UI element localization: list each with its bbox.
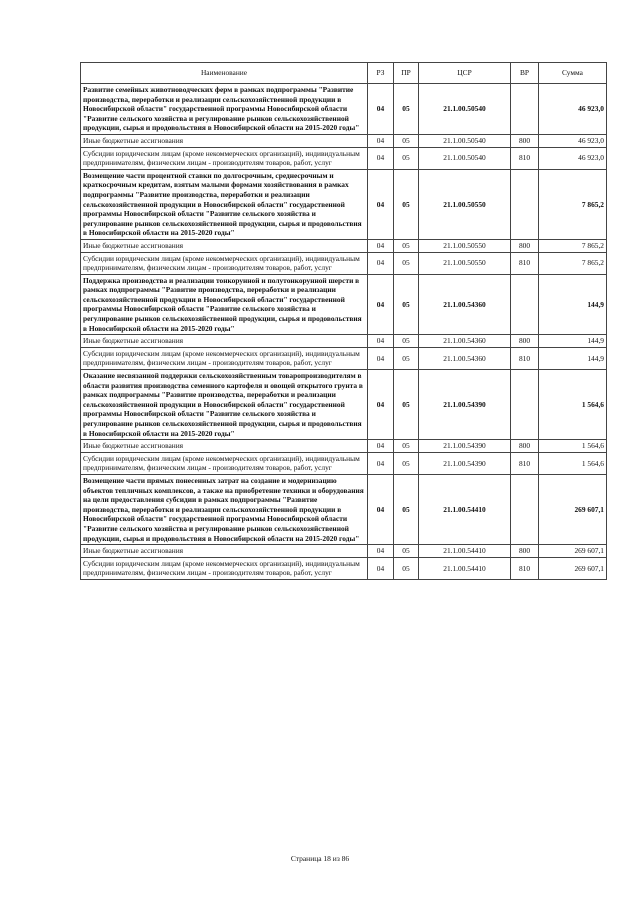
cell-sum: 46 923,0 [539,134,607,147]
cell-vr: 810 [511,452,539,474]
cell-rz: 04 [368,474,394,544]
cell-pr: 05 [394,440,419,453]
table-row-allocation [81,252,607,274]
table-row-allocation [81,440,607,453]
table-row-allocation [81,134,607,147]
cell-name: Развитие семейных животноводческих ферм в рамках подпрограммы "Развитие производства, переработки и реализации сельскохозяйственной продукции в Новосибирской области" государственной программы Новосибирской области "Развитие сельского хозяйства и регулирование рынков сельскохозяйственной продукции, сырья и продовольствия в Новосибирской области на 2015-2020 годы" [81,84,368,135]
cell-csr: 21.1.00.54410 [419,474,511,544]
cell-csr: 21.1.00.54360 [419,274,511,335]
table-row-program [81,169,607,239]
cell-rz: 04 [368,274,394,335]
cell-vr: 800 [511,134,539,147]
cell-pr: 05 [394,557,419,579]
budget-table-container [80,62,606,580]
cell-name: Поддержка производства и реализации тонкорунной и полутонкорунной шерсти в рамках подпрограммы "Развитие производства, переработки и реализации сельскохозяйственной продукции в Новосибирской области" государственной программы Новосибирской области "Развитие сельского хозяйства и регулирование рынков сельскохозяйственной продукции, сырья и продовольствия в Новосибирской области на 2015-2020 годы" [81,274,368,335]
cell-csr: 21.1.00.54390 [419,440,511,453]
cell-csr: 21.1.00.54360 [419,335,511,348]
table-row-allocation [81,335,607,348]
cell-sum: 144,9 [539,347,607,369]
cell-rz: 04 [368,452,394,474]
table-header-row [81,63,607,84]
cell-name: Субсидии юридическим лицам (кроме некоммерческих организаций), индивидуальным предпринимателям, физическим лицам - производителям товаров, работ, услуг [81,147,368,169]
cell-name: Субсидии юридическим лицам (кроме некоммерческих организаций), индивидуальным предпринимателям, физическим лицам - производителям товаров, работ, услуг [81,557,368,579]
table-row-allocation [81,557,607,579]
cell-sum: 46 923,0 [539,147,607,169]
table-row-program [81,370,607,440]
cell-sum: 269 607,1 [539,474,607,544]
cell-rz: 04 [368,370,394,440]
cell-rz: 04 [368,557,394,579]
cell-name: Иные бюджетные ассигнования [81,335,368,348]
table-row-allocation [81,347,607,369]
cell-csr: 21.1.00.50550 [419,252,511,274]
cell-csr: 21.1.00.54410 [419,557,511,579]
cell-rz: 04 [368,440,394,453]
cell-rz: 04 [368,252,394,274]
cell-rz: 04 [368,335,394,348]
cell-rz: 04 [368,169,394,239]
header-name: Наименование [81,63,368,84]
cell-pr: 05 [394,252,419,274]
cell-sum: 269 607,1 [539,545,607,558]
cell-vr: 800 [511,239,539,252]
cell-vr [511,370,539,440]
cell-sum: 269 607,1 [539,557,607,579]
table-row-allocation [81,147,607,169]
cell-vr: 800 [511,335,539,348]
cell-pr: 05 [394,474,419,544]
cell-csr: 21.1.00.50550 [419,169,511,239]
cell-pr: 05 [394,335,419,348]
cell-csr: 21.1.00.50550 [419,239,511,252]
header-csr: ЦСР [419,63,511,84]
header-vr: ВР [511,63,539,84]
cell-pr: 05 [394,134,419,147]
cell-csr: 21.1.00.50540 [419,84,511,135]
cell-vr [511,474,539,544]
cell-vr [511,274,539,335]
cell-pr: 05 [394,239,419,252]
cell-name: Оказание несвязанной поддержки сельскохозяйственным товаропроизводителям в области развития производства семенного картофеля и овощей открытого грунта в рамках подпрограммы "Развитие производства, переработки и реализации сельскохозяйственной продукции в Новосибирской области" государственной программы Новосибирской области "Развитие сельского хозяйства и регулирование рынков сельскохозяйственной продукции, сырья и продовольствия в Новосибирской области на 2015-2020 годы" [81,370,368,440]
table-row-allocation [81,239,607,252]
cell-sum: 7 865,2 [539,239,607,252]
table-row-allocation [81,545,607,558]
cell-rz: 04 [368,84,394,135]
cell-pr: 05 [394,347,419,369]
cell-rz: 04 [368,147,394,169]
cell-rz: 04 [368,347,394,369]
page-number: Страница 18 из 86 [290,854,350,863]
cell-sum: 7 865,2 [539,252,607,274]
cell-pr: 05 [394,452,419,474]
cell-name: Субсидии юридическим лицам (кроме некоммерческих организаций), индивидуальным предпринимателям, физическим лицам - производителям товаров, работ, услуг [81,252,368,274]
cell-rz: 04 [368,134,394,147]
header-rz: РЗ [368,63,394,84]
cell-sum: 144,9 [539,335,607,348]
cell-name: Иные бюджетные ассигнования [81,545,368,558]
cell-name: Субсидии юридическим лицам (кроме некоммерческих организаций), индивидуальным предпринимателям, физическим лицам - производителям товаров, работ, услуг [81,452,368,474]
cell-name: Иные бюджетные ассигнования [81,440,368,453]
cell-pr: 05 [394,169,419,239]
cell-csr: 21.1.00.54360 [419,347,511,369]
cell-rz: 04 [368,239,394,252]
cell-rz: 04 [368,545,394,558]
cell-name: Возмещение части процентной ставки по долгосрочным, среднесрочным и краткосрочным кредитам, взятым малыми формами хозяйствования в рамках подпрограммы "Развитие производства, переработки и реализации сельскохозяйственной продукции в Новосибирской области" государственной программы Новосибирской области "Развитие сельского хозяйства и регулирование рынков сельскохозяйственной продукции, сырья и продовольствия в Новосибирской области на 2015-2020 годы" [81,169,368,239]
cell-csr: 21.1.00.54390 [419,370,511,440]
cell-name: Иные бюджетные ассигнования [81,239,368,252]
cell-csr: 21.1.00.54410 [419,545,511,558]
cell-sum: 144,9 [539,274,607,335]
header-pr: ПР [394,63,419,84]
cell-name: Возмещение части прямых понесенных затрат на создание и модернизацию объектов тепличных комплексов, а также на приобретение техники и оборудования на цели предоставления субсидии в рамках подпрограммы "Развитие производства, переработки и реализации сельскохозяйственной продукции в Новосибирской области" государственной программы Новосибирской области "Развитие сельского хозяйства и регулирование рынков сельскохозяйственной продукции, сырья и продовольствия в Новосибирской области на 2015-2020 годы" [81,474,368,544]
cell-sum: 46 923,0 [539,84,607,135]
cell-sum: 1 564,6 [539,452,607,474]
cell-vr: 810 [511,347,539,369]
cell-sum: 1 564,6 [539,440,607,453]
cell-vr: 810 [511,252,539,274]
cell-name: Иные бюджетные ассигнования [81,134,368,147]
cell-csr: 21.1.00.50540 [419,147,511,169]
cell-vr: 800 [511,545,539,558]
cell-pr: 05 [394,545,419,558]
cell-pr: 05 [394,84,419,135]
header-sum: Сумма [539,63,607,84]
cell-sum: 1 564,6 [539,370,607,440]
table-row-allocation [81,452,607,474]
table-row-program [81,274,607,335]
cell-vr: 810 [511,557,539,579]
cell-vr: 810 [511,147,539,169]
cell-name: Субсидии юридическим лицам (кроме некоммерческих организаций), индивидуальным предпринимателям, физическим лицам - производителям товаров, работ, услуг [81,347,368,369]
budget-table [80,62,607,580]
cell-csr: 21.1.00.50540 [419,134,511,147]
cell-pr: 05 [394,370,419,440]
table-body [81,84,607,580]
cell-pr: 05 [394,274,419,335]
cell-csr: 21.1.00.54390 [419,452,511,474]
cell-vr: 800 [511,440,539,453]
cell-pr: 05 [394,147,419,169]
cell-sum: 7 865,2 [539,169,607,239]
table-row-program [81,84,607,135]
table-row-program [81,474,607,544]
cell-vr [511,169,539,239]
cell-vr [511,84,539,135]
